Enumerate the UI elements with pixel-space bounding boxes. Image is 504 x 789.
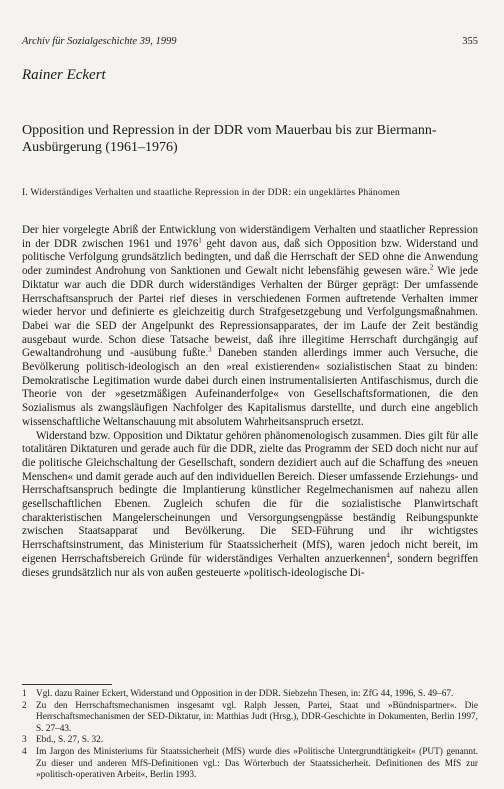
- paragraph-text: geht davon aus, daß sich Opposition bzw. Widerstand und politische Verfolgung grundsätzlich bedingten, und daß die Herrschaft der SED ohne die Anwendung oder zumindest Androhung von Sanktionen und Gewalt nicht lebensfähig gewesen wäre.: [22, 237, 478, 278]
- footnote: [22, 735, 478, 747]
- section-heading: I. Widerständiges Verhalten und staatliche Repression in der DDR: ein ungeklärtes Phänomen: [22, 187, 401, 198]
- footnote-number: 3: [22, 735, 27, 746]
- author-name: Rainer Eckert: [22, 67, 106, 83]
- running-header: [22, 36, 478, 52]
- paragraph: [22, 430, 478, 581]
- footnote-text: Im Jargon des Ministeriums für Staatssicherheit (MfS) wurde dies »Politische Untergrundtätigkeit« (PUT) genannt. Zu dieser und anderen MfS-Definitionen vgl.: Das Wörterbuch der Staatssicherheit. Definitionen des MfS zur »politisch-operativen Arbeit«, Berlin 1993.: [36, 746, 478, 781]
- footnote-ref: 4: [386, 551, 390, 560]
- paragraph-text: Wie jede Diktatur war auch die DDR durch widerständiges Verhalten der Bürger geprägt: Der umfassende Herrschaftsanspruch der Partei rief dieses in verschiedenen Formen auftretende Verhalten immer wieder hervor und definierte es gleichzeitig durch Strafgesetzgebung und Verfolgungsmaßnahmen. Dabei war die SED der Angelpunkt des Repressionsapparates, der im Laufe der Zeit beständig ausgebaut wurde. Schon diese Tatsache beweist, daß ihre illegitime Herrschaft durchgängig auf Gewaltandrohung und -ausübung fußte.: [22, 265, 478, 360]
- footnote-text: Ebd., S. 27, S. 32.: [36, 735, 104, 746]
- article-title: Opposition und Repression in der DDR vom Mauerbau bis zur Biermann-Ausbürgerung (1961–1976): [22, 123, 437, 155]
- footnote-ref: 1: [198, 236, 202, 245]
- body-text: [22, 224, 478, 580]
- footnote-number: 4: [22, 746, 27, 757]
- paragraph-text: Daneben standen allerdings immer auch Versuche, die Bevölkerung politisch-ideologisch an den »real existierenden« sozialistischen Staat zu binden: Demokratische Legitimation wurde dabei durch einen instrumentalisierten Antifaschismus, durch die Theorie von der »gesetzmäßigen Aufeinanderfolge« von Gesellschaftsformationen, die den Sozialismus als zwangsläufigen Nachfolger des Kapitalismus darstellte, und durch eine angeblich wissenschaftliche Weltanschauung mit absolutem Wahrheitsanspruch ersetzt.: [22, 347, 478, 428]
- footnote-number: 1: [22, 689, 27, 699]
- footnote: [22, 747, 478, 782]
- page-number: 355: [462, 36, 478, 47]
- paragraph: [22, 224, 478, 430]
- paragraph-text: Der hier vorgelegte Abriß der Entwicklung von widerständigem Verhalten und staatlicher Repression in der DDR zwischen 1961 und 1976: [22, 224, 478, 250]
- paragraph-text: , sondern begriffen dieses grundsätzlich nur als von außen gesteuerte »politisch-ideologische Di-: [22, 552, 478, 579]
- footnote-divider: [22, 684, 112, 685]
- journal-citation: Archiv für Sozialgeschichte 39, 1999: [22, 36, 177, 47]
- footnote-ref: 2: [429, 263, 434, 272]
- footnote-text: Vgl. dazu Rainer Eckert, Widerstand und Opposition in der DDR. Siebzehn Thesen, in: ZfG 44, 1996, S. 49–67.: [36, 689, 454, 699]
- footnotes: [22, 689, 478, 782]
- paragraph-text: Widerstand bzw. Opposition und Diktatur gehören phänomenologisch zusammen. Dies gilt für alle totalitären Diktaturen und gerade auch für die DDR, zielte das Programm der SED doch nicht nur auf die politische Gleichschaltung der Gesellschaft, sondern dezidiert auch auf die Schaffung des »neuen Menschen« und damit gerade auch auf den individuellen Bereich. Dieser umfassende Erziehungs- und Herrschaftsanspruch bedingte die Implantierung künstlicher Regelmechanismen auf nahezu allen gesellschaftlichen Ebenen. Zugleich schufen die für die sozialistische Planwirtschaft charakteristischen Mangelerscheinungen und Versorgungsengpässe beständig Reibungspunkte zwischen Staatsapparat und Bevölkerung. Die SED-Führung und ihr wichtigstes Herrschaftsinstrument, das Ministerium für Staatssicherheit (MfS), waren jedoch nicht bereit, im eigenen Herrschaftsbereich Gründe für widerständiges Verhalten anzuerkennen: [22, 429, 478, 565]
- footnote-number: 2: [22, 700, 27, 711]
- footnote-ref: 3: [208, 345, 212, 354]
- footnote-text: Zu den Herrschaftsmechanismen insgesamt vgl. Ralph Jessen, Partei, Staat und »Bündnispartner«. Die Herrschaftsmechanismen der SED-Diktatur, in: Matthias Judt (Hrsg.), DDR-Geschichte in Dokumenten, Berlin 1997, S. 27–43.: [36, 700, 478, 734]
- footnote: [22, 701, 478, 736]
- footnote: [22, 689, 478, 701]
